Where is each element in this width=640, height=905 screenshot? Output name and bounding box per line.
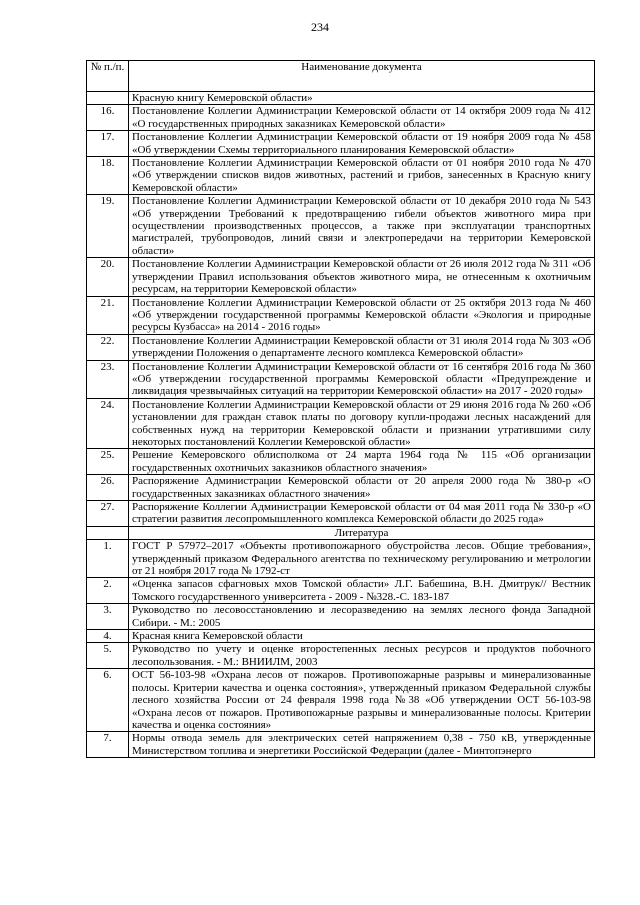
table-cell-text: Постановление Коллегии Администрации Кемеровской области от 16 сентября 2016 года № 360 «Об утверждении государственной программы Кемеровской области «Предупреждение и ликвидация чрезвычайных ситуаций на территории Кемеровской области» на 2017 - 2020 годы»: [129, 360, 595, 398]
table-cell-text: Распоряжение Администрации Кемеровской области от 20 апреля 2000 года № 380-р «О государственных заказниках областного значения»: [129, 475, 595, 501]
table-row: [87, 630, 595, 643]
table-row: [87, 157, 595, 195]
table-row: [87, 398, 595, 449]
table-row: [87, 501, 595, 527]
table-cell-text: «Оценка запасов сфагновых мхов Томской области» Л.Г. Бабешина, В.Н. Дмитрук// Вестник Томского государственного университета - 2009 - №328.-С. 183-187: [129, 578, 595, 604]
table-row: [87, 449, 595, 475]
header-title: Наименование документа: [129, 61, 595, 92]
table-row: [87, 732, 595, 758]
header-num: № п./п.: [87, 61, 129, 92]
table-cell-num: 7.: [87, 732, 129, 758]
table-row: [87, 475, 595, 501]
table-cell-text: Руководство по лесовосстановлению и лесоразведению на землях лесного фонда Западной Сибири. - М.: 2005: [129, 604, 595, 630]
table-header-row: [87, 61, 595, 92]
table-cell-num: 17.: [87, 131, 129, 157]
table-cell-text: ОСТ 56-103-98 «Охрана лесов от пожаров. Противопожарные разрывы и минерализованные полосы. Критерии качества и оценка состояния», утвержденный приказом Федеральной службы лесного хозяйства России от 24 февраля 1998 года №38 «Об утверждении ОСТ 56-103-98 «Охрана лесов от пожаров. Противопожарные разрывы и минерализованные полосы. Критерии качества и оценка состояния»: [129, 669, 595, 732]
table-row: [87, 334, 595, 360]
table-cell-num: 23.: [87, 360, 129, 398]
table-row: [87, 105, 595, 131]
table-cell-text: Постановление Коллегии Администрации Кемеровской области от 25 октября 2013 года № 460 «Об утверждении государственной программы Кемеровской области «Экология и природные ресурсы Кузбасса» на 2014 - 2016 годы»: [129, 296, 595, 334]
section-row: [87, 526, 595, 539]
table-row: [87, 540, 595, 578]
table-cell-num: 6.: [87, 669, 129, 732]
table-row: [87, 296, 595, 334]
table-cell-text: Постановление Коллегии Администрации Кемеровской области от 31 июля 2014 года № 303 «Об утверждении Положения о департаменте лесного комплекса Кемеровской области»: [129, 334, 595, 360]
table-cell-num: 19.: [87, 195, 129, 258]
table-cell-num: [87, 526, 129, 539]
table-cell-text: Красная книга Кемеровской области: [129, 630, 595, 643]
table-cell-num: 27.: [87, 501, 129, 527]
table-cell-num: 25.: [87, 449, 129, 475]
table-cell-num: 20.: [87, 258, 129, 296]
table-row: [87, 578, 595, 604]
table-cell-num: 22.: [87, 334, 129, 360]
table-row: [87, 258, 595, 296]
table-cell-text: Постановление Коллегии Администрации Кемеровской области от 01 ноября 2010 года № 470 «Об утверждении списков видов животных, растений и грибов, занесенных в Красную книгу Кемеровской области»: [129, 157, 595, 195]
table-row: [87, 195, 595, 258]
table-cell-num: 4.: [87, 630, 129, 643]
table-cell-num: 18.: [87, 157, 129, 195]
table-cell-text: Постановление Коллегии Администрации Кемеровской области от 14 октября 2009 года № 412 «О государственных природных заказниках Кемеровской области»: [129, 105, 595, 131]
table-cell-num: 3.: [87, 604, 129, 630]
table-cell-text: Красную книгу Кемеровской области»: [129, 92, 595, 105]
table-cell-text: Постановление Коллегии Администрации Кемеровской области от 26 июля 2012 года № 311 «Об утверждении Правил использования объектов животного мира, не отнесенным к охотничьим ресурсам, на территории Кемеровской области»: [129, 258, 595, 296]
table-cell-num: 16.: [87, 105, 129, 131]
table-cell-num: 21.: [87, 296, 129, 334]
documents-table: [86, 60, 595, 758]
table-cell-num: 24.: [87, 398, 129, 449]
table-row: [87, 604, 595, 630]
table-row: [87, 360, 595, 398]
table-cell-num: 5.: [87, 643, 129, 669]
table-cell-text: Распоряжение Коллегии Администрации Кемеровской области от 04 мая 2011 года № 330-р «О стратегии развития лесопромышленного комплекса Кемеровской области до 2025 года»: [129, 501, 595, 527]
section-title: Литература: [129, 526, 595, 539]
table-cell-num: 26.: [87, 475, 129, 501]
page-number: 234: [311, 20, 329, 34]
table-cell-text: Постановление Коллегии Администрации Кемеровской области от 29 июня 2016 года № 260 «Об установлении для граждан ставок платы по договору купли-продажи лесных насаждений для собственных нужд на территории Кемеровской области и признании утратившими силу некоторых постановлений Коллегии Кемеровской области»: [129, 398, 595, 449]
table-body: [87, 92, 595, 758]
table-cell-num: [87, 92, 129, 105]
table-cell-text: ГОСТ Р 57972–2017 «Объекты противопожарного обустройства лесов. Общие требования», утвержденный приказом Федерального агентства по техническому регулированию и метрологии от 21 ноября 2017 года № 1792-ст: [129, 540, 595, 578]
table-cell-text: Постановление Коллегии Администрации Кемеровской области от 19 ноября 2009 года № 458 «Об утверждении Схемы территориального планирования Кемеровской области»: [129, 131, 595, 157]
table-cell-text: Нормы отвода земель для электрических сетей напряжением 0,38 - 750 кВ, утвержденные Министерством топлива и энергетики Российской Федерации (далее - Минтопэнерго: [129, 732, 595, 758]
table-cell-num: 2.: [87, 578, 129, 604]
table-row: [87, 643, 595, 669]
table-cell-num: 1.: [87, 540, 129, 578]
table-cell-text: Решение Кемеровского облисполкома от 24 марта 1964 года № 115 «Об организации государственных охотничьих заказников областного значения»: [129, 449, 595, 475]
table-cell-text: Постановление Коллегии Администрации Кемеровской области от 10 декабря 2010 года № 543 «Об утверждении Требований к предотвращению гибели объектов животного мира при осуществлении производственных процессов, а также при эксплуатации транспортных магистралей, трубопроводов, линий связи и электропередачи на территории Кемеровской области»: [129, 195, 595, 258]
table-row: [87, 131, 595, 157]
table-row-continuation: [87, 92, 595, 105]
table-cell-text: Руководство по учету и оценке второстепенных лесных ресурсов и продуктов побочного лесопользования. - М.: ВНИИЛМ, 2003: [129, 643, 595, 669]
table-row: [87, 669, 595, 732]
